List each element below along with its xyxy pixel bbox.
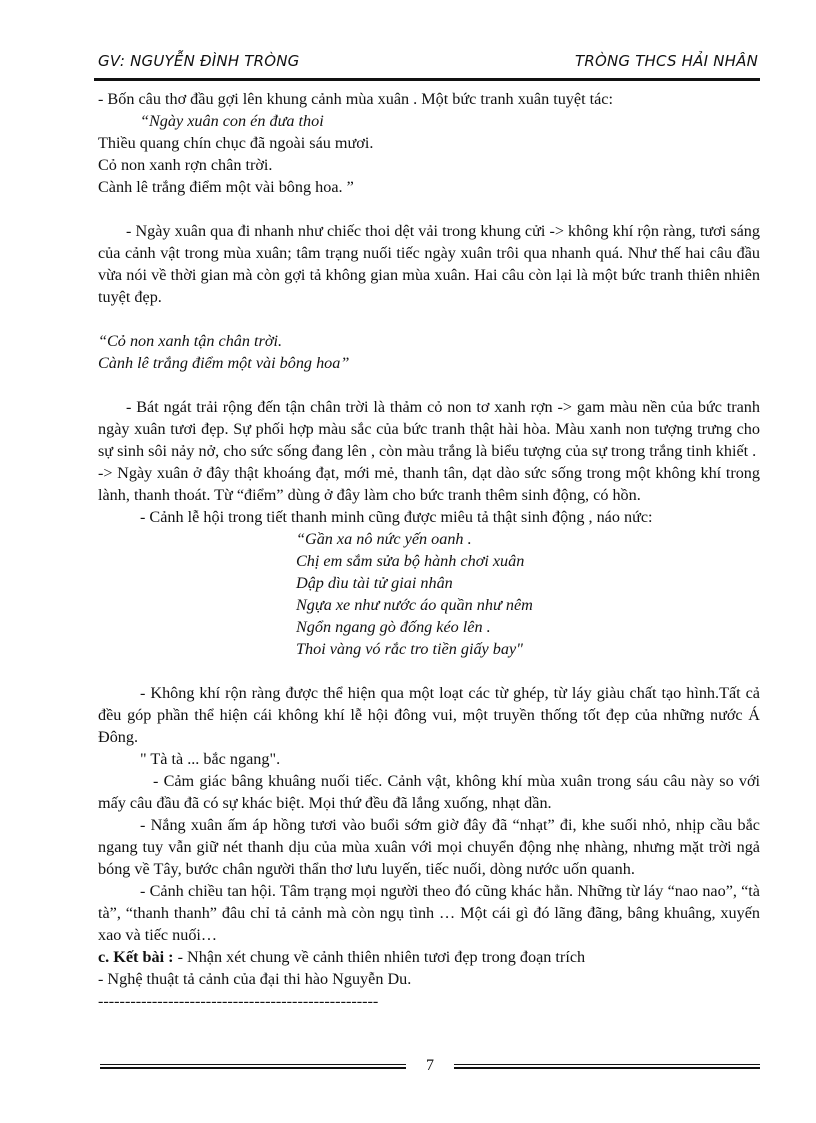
poem-block: [296, 528, 760, 660]
header-rule: [94, 78, 760, 81]
poem-line: Dập dìu tài tử giai nhân: [296, 574, 453, 592]
poem-line: Ngựa xe như nước áo quần như nêm: [296, 596, 533, 614]
paragraph: - Nắng xuân ấm áp hồng tươi vào buổi sớm giờ đây đã “nhạt” đi, khe suối nhỏ, nhịp cầu bắc ngang tuy vẫn giữ nét thanh dịu của mùa xuân với mọi chuyển động nhẹ nhàng, nhưng mặt trời ngả bóng về Tây, bước chân người thẩn thơ lưu luyến, tiếc nuối, dòng nước uốn quanh.: [98, 816, 760, 878]
text-line: - Bốn câu thơ đầu gợi lên khung cảnh mùa xuân . Một bức tranh xuân tuyệt tác:: [98, 90, 613, 108]
quote-line: Cành lê trắng điểm một vài bông hoa”: [98, 354, 350, 372]
paragraph: - Cảnh chiều tan hội. Tâm trạng mọi người theo đó cũng khác hẳn. Những từ láy “nao nao”, “tà tà”, “thanh thanh” đâu chỉ tả cảnh mà còn ngụ tình … Một cái gì đó lãng đãng, bâng khuâng, xuyến xao và tiếc nuối…: [98, 882, 760, 944]
paragraph: - Ngày xuân qua đi nhanh như chiếc thoi dệt vải trong khung cửi -> không khí rộn ràng, tươi sáng của cảnh vật trong mùa xuân; tâm trạng nuối tiếc ngày xuân trôi qua nhanh quá. Như thế hai câu đầu vừa nói về thời gian mà còn gợi tả không gian mùa xuân. Hai câu còn lại là một bức tranh thiên nhiên tuyệt đẹp.: [98, 222, 760, 306]
conclusion-label: c. Kết bài :: [98, 948, 178, 966]
poem-line: Chị em sắm sửa bộ hành chơi xuân: [296, 552, 525, 570]
conclusion-row: [98, 946, 760, 968]
text-line: Cành lê trắng điểm một vài bông hoa. ”: [98, 178, 354, 196]
page-footer: [100, 1057, 760, 1077]
dash-separator: ----------------------------------------------------: [98, 992, 379, 1010]
poem-line: Ngổn ngang gò đống kéo lên .: [296, 618, 491, 636]
text-line: Thiều quang chín chục đã ngoài sáu mươi.: [98, 134, 374, 152]
paragraph: - Không khí rộn ràng được thể hiện qua một loạt các từ ghép, từ láy giàu chất tạo hình.Tất cả đều góp phần thể hiện cái không khí lễ hội đông vui, một truyền thống tốt đẹp của những nước Á Đông.: [98, 684, 760, 746]
paragraph: - Cảnh lễ hội trong tiết thanh minh cũng được miêu tả thật sinh động , náo nức:: [140, 508, 653, 526]
document-body: [98, 88, 760, 1012]
header-school: TRÒNG THCS HẢI NHÂN: [574, 52, 758, 70]
footer-rule-right: [454, 1064, 760, 1069]
poem-line: “Gần xa nô nức yến oanh .: [296, 530, 472, 548]
paragraph: - Cảm giác bâng khuâng nuối tiếc. Cảnh vật, không khí mùa xuân trong sáu câu này so với mấy câu đầu đã có sự khác biệt. Mọi thứ đều đã lắng xuống, nhạt dần.: [98, 772, 760, 812]
paragraph: - Bát ngát trải rộng đến tận chân trời là thảm cỏ non tơ xanh rợn -> gam màu nền của bức tranh ngày xuân tươi đẹp. Sự phối hợp màu sắc của bức tranh thật hài hòa. Màu xanh non tượng trưng cho sự sinh sôi nảy nở, cho sức sống đang lên , còn màu trắng là biểu tượng của sự trong trắng tinh khiết .: [98, 398, 760, 460]
text-line: Cỏ non xanh rợn chân trời.: [98, 156, 273, 174]
conclusion-item: - Nhận xét chung về cảnh thiên nhiên tươi đẹp trong đoạn trích: [177, 948, 586, 966]
paragraph: -> Ngày xuân ở đây thật khoáng đạt, mới mẻ, thanh tân, dạt dào sức sống trong một không khí trong lành, thanh thoát. Từ “điểm” dùng ở đây làm cho bức tranh thêm sinh động, có hồn.: [98, 464, 760, 504]
quote-line: “Cỏ non xanh tận chân trời.: [98, 332, 283, 350]
paragraph: " Tà tà ... bắc ngang".: [140, 750, 281, 768]
conclusion-item: - Nghệ thuật tả cảnh của đại thi hào Nguyễn Du.: [98, 970, 412, 988]
footer-rule-left: [100, 1064, 406, 1069]
page-number: 7: [426, 1057, 434, 1074]
quote-line: “Ngày xuân con én đưa thoi: [140, 112, 324, 130]
header-author: GV: NGUYỄN ĐÌNH TRÒNG: [98, 52, 300, 70]
poem-line: Thoi vàng vó rắc tro tiền giấy bay": [296, 640, 523, 658]
